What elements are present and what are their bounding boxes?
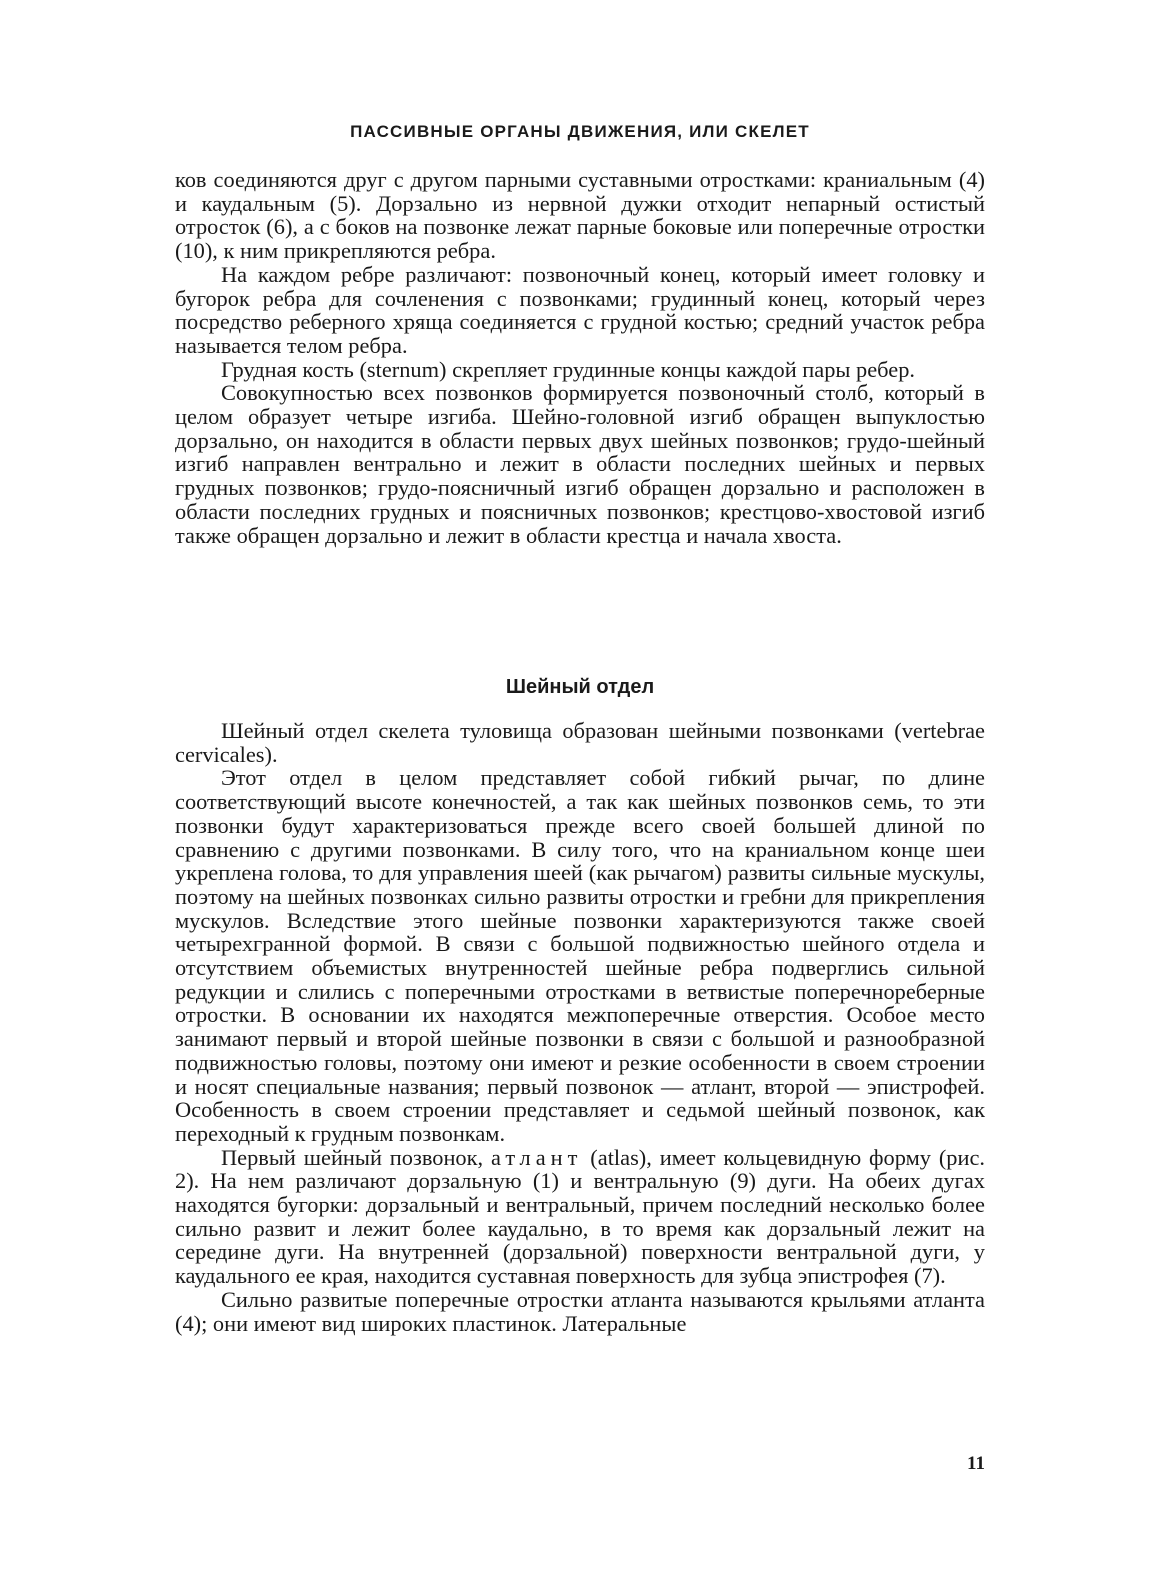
spaced-term: атлант bbox=[490, 1144, 583, 1170]
paragraph-text: (atlas), имеет кольцевидную форму (рис. 2). На нем различают дорзальную (1) и вентральную (9) дуги. На обеих дугах находятся бугорки: дорзальный и вентральный, причем последний несколько более сильно развит и лежит более каудально, в то время как дорзальный лежит на середине дуги. На внутренней (дорзальной) поверхности вентральной дуги, у каудального ее края, находится суставная поверхность для зубца эпистрофея (7). bbox=[175, 1144, 986, 1289]
paragraph: На каждом ребре различают: позвоночный конец, который имеет головку и бугорок ребра для сочленения с позвонками; грудинный конец, который через посредство реберного хряща соединяется с грудной костью; средний участок ребра называется телом ребра. bbox=[175, 261, 985, 358]
text-block-top bbox=[175, 168, 985, 547]
paragraph bbox=[175, 1146, 985, 1288]
paragraph: Сильно развитые поперечные отростки атланта называются крыльями атланта (4); они имеют вид широких пластинок. Латеральные bbox=[175, 1286, 985, 1336]
paragraph: Грудная кость (sternum) скрепляет грудинные концы каждой пары ребер. bbox=[221, 356, 915, 382]
paragraph: Шейный отдел скелета туловища образован шейными позвонками (vertebrae cervicales). bbox=[175, 718, 985, 767]
page-number: 11 bbox=[967, 1453, 985, 1474]
paragraph: ков соединяются друг с другом парными суставными отростками: краниальным (4) и каудальным (5). Дорзально из нервной дужки отходит непарный остистый отросток (6), а с боков на позвонке лежат парные боковые или поперечные отростки (10), к ним прикрепляются ребра. bbox=[175, 167, 985, 264]
section-heading: Шейный отдел bbox=[505, 676, 655, 698]
paragraph-text: Первый шейный позвонок, bbox=[221, 1144, 491, 1170]
text-block-section bbox=[175, 719, 985, 1335]
paragraph: Совокупностью всех позвонков формируется позвоночный столб, который в целом образует четыре изгиба. Шейно-головной изгиб обращен выпуклостью дорзально, он находится в области первых двух шейных позвонков; грудо-шейный изгиб направлен вентрально и лежит в области последних шейных и первых грудных позвонков; грудо-поясничный изгиб обращен дорзально и расположен в области последних грудных и поясничных позвонков; крестцово-хвостовой изгиб также обращен дорзально и лежит в области крестца и начала хвоста. bbox=[175, 380, 985, 548]
paragraph: Этот отдел в целом представляет собой гибкий рычаг, по длине соответствующий высоте конечностей, а так как шейных позвонков семь, то эти позвонки будут характеризоваться прежде всего своей большей длиной по сравнению с другими позвонками. В силу того, что на краниальном конце шеи укреплена голова, то для управления шеей (как рычагом) развиты сильные мускулы, поэтому на шейных позвонках сильно развиты отростки и гребни для прикрепления мускулов. Вследствие этого шейные позвонки характеризуются также своей четырехгранной формой. В связи с большой подвижностью шейного отдела и отсутствием объемистых внутренностей шейные ребра подверглись сильной редукции и слились с поперечными отростками в ветвистые поперечнореберные отростки. В основании их находятся межпоперечные отверстия. Особое место занимают первый и второй шейные позвонки в связи с большой и разнообразной подвижностью головы, поэтому они имеют и резкие особенности в своем строении и носят специальные названия; первый позвонок — атлант, второй — эпистрофей. Особенность в своем строении представляет и седьмой шейный позвонок, как переходный к грудным позвонкам. bbox=[175, 765, 985, 1146]
running-head: ПАССИВНЫЕ ОРГАНЫ ДВИЖЕНИЯ, ИЛИ СКЕЛЕТ bbox=[350, 122, 810, 141]
